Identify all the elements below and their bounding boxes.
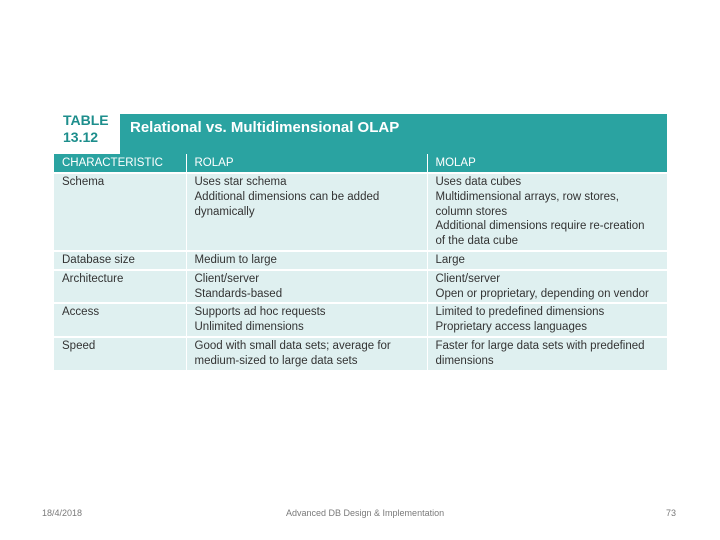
table-title: Relational vs. Multidimensional OLAP bbox=[130, 119, 400, 136]
cell-line: Unlimited dimensions bbox=[194, 321, 304, 334]
footer-date: 18/4/2018 bbox=[42, 508, 83, 518]
column-header-rolap: ROLAP bbox=[186, 154, 427, 173]
table-row bbox=[54, 173, 667, 251]
cell-line: Medium to large bbox=[194, 253, 277, 266]
cell-characteristic: Speed bbox=[54, 337, 186, 370]
cell-line: Uses star schema bbox=[194, 176, 287, 188]
table-row bbox=[54, 251, 667, 270]
cell-line: Open or proprietary, depending on vendor bbox=[435, 287, 649, 300]
cell-line: Client/server bbox=[194, 272, 260, 285]
cell-line: Standards-based bbox=[194, 287, 283, 300]
cell-line: medium-sized to large data sets bbox=[194, 354, 358, 367]
cell-line: Good with small data sets; average for bbox=[194, 339, 391, 352]
cell-molap bbox=[427, 337, 667, 370]
table-label-word: TABLE bbox=[63, 112, 109, 128]
table-row bbox=[54, 270, 667, 304]
cell-line: Proprietary access languages bbox=[435, 321, 587, 334]
cell-line: dimensions bbox=[435, 354, 494, 367]
cell-line: column stores bbox=[435, 205, 508, 218]
cell-characteristic: Access bbox=[54, 303, 186, 337]
cell-rolap bbox=[186, 173, 427, 251]
cell-rolap bbox=[186, 251, 427, 270]
cell-characteristic: Architecture bbox=[54, 270, 186, 304]
column-header-molap: MOLAP bbox=[427, 154, 667, 173]
comparison-table bbox=[54, 154, 667, 370]
cell-line: Faster for large data sets with predefined bbox=[435, 339, 645, 352]
cell-line: Supports ad hoc requests bbox=[194, 306, 326, 319]
table-body bbox=[54, 173, 667, 370]
cell-characteristic: Schema bbox=[54, 173, 186, 251]
cell-molap bbox=[427, 173, 667, 251]
table-row bbox=[54, 337, 667, 370]
table-label-number: 13.12 bbox=[63, 129, 99, 145]
table-number-label bbox=[54, 110, 120, 154]
cell-molap bbox=[427, 303, 667, 337]
cell-line: Client/server bbox=[435, 272, 501, 285]
olap-comparison-table-figure bbox=[54, 110, 667, 370]
cell-line: Limited to predefined dimensions bbox=[435, 306, 605, 319]
table-header-row bbox=[54, 154, 667, 173]
cell-rolap bbox=[186, 270, 427, 304]
cell-line: Additional dimensions require re-creation bbox=[435, 220, 645, 233]
cell-line: Uses data cubes bbox=[435, 176, 522, 188]
cell-line: Multidimensional arrays, row stores, bbox=[435, 190, 619, 203]
cell-molap bbox=[427, 270, 667, 304]
table-title-bar bbox=[54, 110, 667, 154]
table-row bbox=[54, 303, 667, 337]
cell-line: Large bbox=[435, 253, 465, 266]
cell-line: Additional dimensions can be added bbox=[194, 190, 380, 203]
cell-rolap bbox=[186, 303, 427, 337]
cell-rolap bbox=[186, 337, 427, 370]
cell-characteristic: Database size bbox=[54, 251, 186, 270]
cell-line: dynamically bbox=[194, 205, 255, 218]
cell-molap bbox=[427, 251, 667, 270]
cell-line: of the data cube bbox=[435, 235, 518, 248]
footer-title: Advanced DB Design & Implementation bbox=[286, 508, 445, 518]
footer-page-number: 73 bbox=[666, 508, 677, 518]
column-header-characteristic: CHARACTERISTIC bbox=[54, 154, 186, 173]
